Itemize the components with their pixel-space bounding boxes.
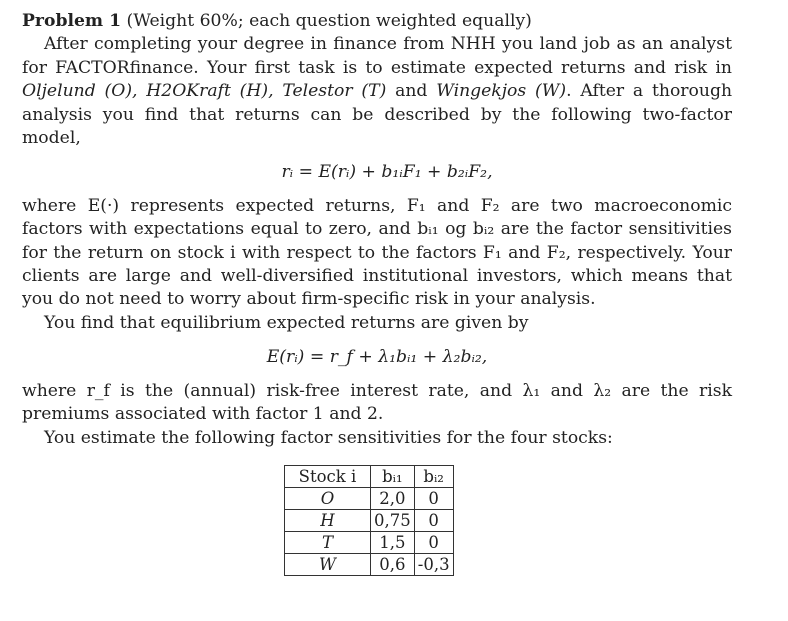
stock-name-w: Wingekjos (W) [436,81,567,102]
intro-line-1: After completing your degree in finance from NHH you land job as an analyst [44,34,732,55]
risk-premium-paragraph: where r_f is the (annual) risk-free interest rate, and λ₁ and λ₂ are the risk premiums associated with factor 1 and 2. [22,380,732,425]
table-row [285,554,454,576]
stock-names: Oljelund (O), H2OKraft (H), Telestor (T) [22,81,387,102]
sensitivities-intro: You estimate the following factor sensitivities for the four stocks: [44,427,613,448]
table-row [285,510,454,532]
cell-stock: T [285,532,371,554]
equilibrium-intro: You find that equilibrium expected returns are given by [44,312,529,333]
sensitivities-table-wrapper [284,465,454,576]
cell-b1: 1,5 [371,532,415,554]
sensitivities-table [284,465,454,576]
cell-b1: 0,75 [371,510,415,532]
cell-stock: W [285,554,371,576]
cell-b1: 2,0 [371,488,415,510]
definitions-paragraph: where E(·) represents expected returns, F₁ and F₂ are two macroeconomic factors with expectations equal to zero, and bᵢ₁ og bᵢ₂ are the factor sensitivities for the return on stock i with respect to the factors F₁ and F₂, respectively. Your clients are large and well-diversified institutional investors, which means that you do not need to worry about firm-specific risk in your analysis. [22,195,732,310]
cell-stock: H [285,510,371,532]
header-stock: Stock i [285,466,371,488]
cell-b2: 0 [414,532,453,554]
intro-line-4: analysis you find that returns can be described by the following two-factor model, [22,104,732,149]
table-header-row [285,466,454,488]
expected-return-equation: E(rᵢ) = r_f + λ₁bᵢ₁ + λ₂bᵢ₂, [266,347,488,368]
problem-document [22,10,732,450]
header-b2: bᵢ₂ [414,466,453,488]
problem-weight: (Weight 60%; each question weighted equally) [126,11,532,31]
intro-and: and [386,81,437,102]
header-b1: bᵢ₁ [371,466,415,488]
table-row [285,488,454,510]
cell-b2: -0,3 [414,554,453,576]
cell-b2: 0 [414,488,453,510]
cell-b1: 0,6 [371,554,415,576]
problem-label: Problem 1 [22,11,122,31]
problem-heading [22,10,732,33]
factor-model-equation: rᵢ = E(rᵢ) + b₁ᵢF₁ + b₂ᵢF₂, [281,162,493,183]
intro-paragraph [22,33,732,150]
cell-stock: O [285,488,371,510]
intro-line-2: for FACTORfinance. Your first task is to estimate expected returns and risk in [22,57,732,78]
cell-b2: 0 [414,510,453,532]
table-row [285,532,454,554]
intro-line-3-tail: . After a thorough [566,81,733,102]
